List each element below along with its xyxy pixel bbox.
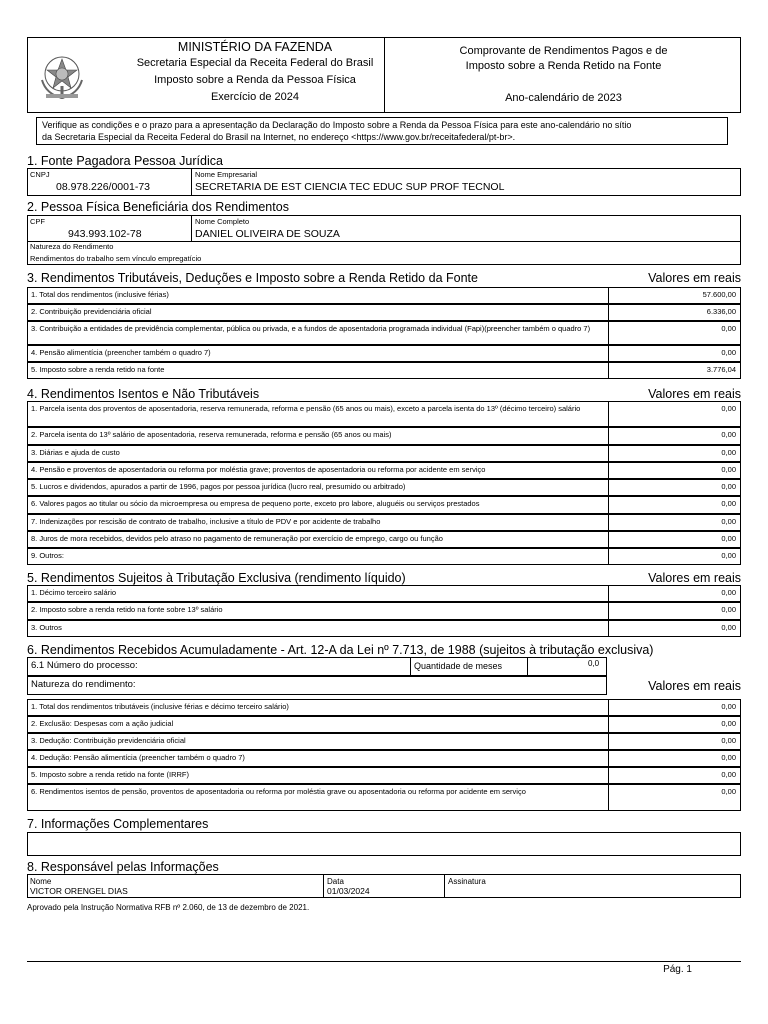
responsavel-box: [27, 874, 741, 898]
row-label: 9. Outros:: [31, 551, 64, 560]
row-value: 0,00: [721, 517, 736, 526]
row-divider: [608, 734, 609, 749]
row-divider: [608, 497, 609, 513]
section-2-hline: [27, 241, 741, 242]
row-value: 3.776,04: [706, 365, 736, 374]
section-5-title: 5. Rendimentos Sujeitos à Tributação Exclusiva (rendimento líquido): [27, 571, 406, 585]
secretaria-line: Secretaria Especial da Receita Federal do Brasil: [136, 57, 374, 69]
row-label: 2. Imposto sobre a renda retido na fonte sobre 13º salário: [31, 605, 223, 614]
row-divider: [608, 549, 609, 564]
s6-row-1: [27, 699, 741, 716]
cpf-value: 943.993.102-78: [68, 228, 142, 240]
s4-row-7: [27, 514, 741, 531]
processo-divider-2: [527, 657, 528, 676]
row-value: 0,00: [721, 588, 736, 597]
aprovado-footnote: Aprovado pela Instrução Normativa RFB nº 2.060, de 13 de dezembro de 2021.: [27, 903, 310, 912]
footer-rule: [27, 961, 741, 962]
s4-row-6: [27, 496, 741, 514]
notice-line-1: Verifique as condições e o prazo para a apresentação da Declaração do Imposto sobre a Renda da Pessoa Física para este ano-calendário no sítio: [42, 120, 632, 130]
s6-row-6: [27, 784, 741, 811]
row-label: 6. Rendimentos isentos de pensão, proventos de aposentadoria ou reforma por moléstia grave ou aposentadoria ou reforma por acidente em serviço: [31, 787, 526, 796]
doc-title-line-2: Imposto sobre a Renda Retido na Fonte: [465, 60, 662, 72]
row-label: 3. Dedução: Contribuição previdenciária oficial: [31, 736, 186, 745]
section-2-title: 2. Pessoa Física Beneficiária dos Rendimentos: [27, 200, 289, 214]
row-value: 0,00: [721, 605, 736, 614]
responsavel-nome-label: Nome: [30, 877, 52, 886]
row-value: 0,00: [721, 719, 736, 728]
row-label: 2. Exclusão: Despesas com a ação judicial: [31, 719, 174, 728]
nome-empresarial-label: Nome Empresarial: [195, 170, 258, 179]
row-value: 0,00: [721, 736, 736, 745]
processo-divider-1: [410, 657, 411, 676]
row-value: 0,00: [721, 404, 736, 413]
assinatura-label: Assinatura: [448, 877, 486, 886]
row-value: 0,00: [721, 448, 736, 457]
row-value: 0,00: [721, 324, 736, 333]
row-divider: [608, 305, 609, 320]
row-value: 0,00: [721, 551, 736, 560]
row-value: 0,00: [721, 482, 736, 491]
natureza-rendimento-label: Natureza do rendimento:: [31, 679, 136, 690]
row-value: 0,00: [721, 770, 736, 779]
row-value: 57.600,00: [702, 290, 736, 299]
row-divider: [608, 322, 609, 344]
section-8-title: 8. Responsável pelas Informações: [27, 860, 219, 874]
section-1-title: 1. Fonte Pagadora Pessoa Jurídica: [27, 154, 223, 168]
row-divider: [608, 363, 609, 378]
s4-row-9: [27, 548, 741, 565]
s4-row-8: [27, 531, 741, 548]
section-2-divider: [191, 215, 192, 241]
s3-row-5: [27, 362, 741, 379]
row-label: 4. Pensão alimentícia (preencher também o quadro 7): [31, 348, 211, 357]
row-value: 0,00: [721, 534, 736, 543]
notice-line-2: da Secretaria Especial da Receita Federal do Brasil na Internet, no endereço <https://www.gov.br/receitafederal/pt-br>.: [42, 132, 516, 142]
processo-label: 6.1 Número do processo:: [31, 660, 138, 671]
row-label: 6. Valores pagos ao titular ou sócio da microempresa ou empresa de pequeno porte, exceto pro labore, aluguéis ou serviços prestados: [31, 499, 480, 508]
row-label: 1. Total dos rendimentos (inclusive férias): [31, 290, 169, 299]
row-label: 1. Décimo terceiro salário: [31, 588, 117, 597]
row-divider: [608, 717, 609, 732]
row-label: 5. Imposto sobre a renda retido na fonte (IRRF): [31, 770, 189, 779]
ministry-title: MINISTÉRIO DA FAZENDA: [177, 40, 333, 54]
informacoes-complementares-box: [27, 832, 741, 856]
section-5-valores: Valores em reais: [648, 571, 741, 585]
s5-row-3: [27, 620, 741, 637]
imposto-line: Imposto sobre a Renda da Pessoa Física: [154, 74, 356, 86]
row-divider: [608, 621, 609, 636]
row-divider: [608, 480, 609, 495]
s6-row-2: [27, 716, 741, 733]
section-3-title: 3. Rendimentos Tributáveis, Deduções e Imposto sobre a Renda Retido da Fonte: [27, 271, 478, 285]
s3-row-1: [27, 287, 741, 304]
row-label: 5. Imposto sobre a renda retido na fonte: [31, 365, 165, 374]
doc-title-line-1: Comprovante de Rendimentos Pagos e de: [459, 45, 668, 57]
qtd-meses-value: 0,0: [588, 659, 600, 668]
cnpj-value: 08.978.226/0001-73: [56, 181, 151, 193]
responsavel-divider-1: [323, 874, 324, 898]
row-divider: [608, 586, 609, 601]
section-6-valores: Valores em reais: [648, 679, 741, 693]
row-label: 5. Lucros e dividendos, apurados a partir de 1996, pagos por pessoa jurídica (lucro real, presumido ou arbitrado): [31, 482, 406, 491]
row-value: 0,00: [721, 702, 736, 711]
s4-row-2: [27, 427, 741, 445]
row-value: 0,00: [721, 499, 736, 508]
s3-row-2: [27, 304, 741, 321]
section-4-valores: Valores em reais: [648, 387, 741, 401]
row-value: 0,00: [721, 753, 736, 762]
exercicio-line: Exercício de 2024: [210, 91, 300, 103]
brasil-coat-of-arms-icon: [36, 50, 88, 102]
qtd-meses-label: Quantidade de meses: [414, 661, 503, 671]
s4-row-3: [27, 445, 741, 462]
page-number: Pág. 1: [663, 964, 692, 975]
s6-row-3: [27, 733, 741, 750]
ano-calendario: Ano-calendário de 2023: [505, 92, 622, 104]
row-value: 6.336,00: [706, 307, 736, 316]
row-label: 3. Outros: [31, 623, 62, 632]
row-label: 3. Contribuição a entidades de previdência complementar, pública ou privada, e a fundos de aposentadoria programada individual (Fapi)(preencher também o quadro 7): [31, 324, 591, 333]
row-value: 0,00: [721, 623, 736, 632]
row-value: 0,00: [721, 787, 736, 796]
row-divider: [608, 346, 609, 361]
row-divider: [608, 428, 609, 444]
responsavel-nome-value: VICTOR ORENGEL DIAS: [30, 886, 128, 896]
s6-row-5: [27, 767, 741, 784]
row-label: 3. Diárias e ajuda de custo: [31, 448, 120, 457]
row-label: 1. Total dos rendimentos tributáveis (inclusive férias e décimo terceiro salário): [31, 702, 289, 711]
section-7-title: 7. Informações Complementares: [27, 817, 209, 831]
row-divider: [608, 603, 609, 619]
row-divider: [608, 288, 609, 303]
row-divider: [608, 785, 609, 810]
row-label: 4. Dedução: Pensão alimentícia (preencher também o quadro 7): [31, 753, 245, 762]
section-6-title: 6. Rendimentos Recebidos Acumuladamente - Art. 12-A da Lei nº 7.713, de 1988 (sujeitos à tributação exclusiva): [27, 643, 654, 657]
row-divider: [608, 515, 609, 530]
nome-completo-value: DANIEL OLIVEIRA DE SOUZA: [195, 228, 340, 240]
row-divider: [608, 751, 609, 766]
s3-row-3: [27, 321, 741, 345]
cnpj-label: CNPJ: [30, 170, 50, 179]
row-label: 4. Pensão e proventos de aposentadoria ou reforma por moléstia grave; proventos de aposentadoria ou reforma por acidente em serviço: [31, 465, 486, 474]
section-1-divider: [191, 168, 192, 196]
data-label: Data: [327, 877, 344, 886]
natureza-value: Rendimentos do trabalho sem vínculo empregatício: [30, 254, 202, 263]
row-divider: [608, 446, 609, 461]
row-divider: [608, 532, 609, 547]
natureza-label: Natureza do Rendimento: [30, 242, 114, 251]
s4-row-4: [27, 462, 741, 479]
row-label: 8. Juros de mora recebidos, devidos pelo atraso no pagamento de remuneração por exercício de emprego, cargo ou função: [31, 534, 443, 543]
s4-row-5: [27, 479, 741, 496]
s6-row-4: [27, 750, 741, 767]
row-divider: [608, 768, 609, 783]
row-divider: [608, 463, 609, 478]
data-value: 01/03/2024: [327, 886, 370, 896]
s5-row-1: [27, 585, 741, 602]
row-value: 0,00: [721, 465, 736, 474]
s3-row-4: [27, 345, 741, 362]
row-label: 1. Parcela isenta dos proventos de aposentadoria, reserva remunerada, reforma e pensão (65 anos ou mais), exceto a parcela isenta do 13º (décimo terceiro) salário: [31, 404, 581, 413]
nome-completo-label: Nome Completo: [195, 217, 250, 226]
section-4-title: 4. Rendimentos Isentos e Não Tributáveis: [27, 387, 260, 401]
row-label: 7. Indenizações por rescisão de contrato de trabalho, inclusive a título de PDV e por acidente de trabalho: [31, 517, 381, 526]
row-label: 2. Parcela isenta do 13º salário de aposentadoria, reserva remunerada, reforma e pensão (65 anos ou mais): [31, 430, 392, 439]
section-3-valores: Valores em reais: [648, 271, 741, 285]
nome-empresarial-value: SECRETARIA DE EST CIENCIA TEC EDUC SUP PROF TECNOL: [195, 181, 505, 193]
row-divider: [608, 402, 609, 426]
row-label: 2. Contribuição previdenciária oficial: [31, 307, 152, 316]
cpf-label: CPF: [30, 217, 45, 226]
row-divider: [608, 700, 609, 715]
s4-row-1: [27, 401, 741, 427]
responsavel-divider-2: [444, 874, 445, 898]
s5-row-2: [27, 602, 741, 620]
row-value: 0,00: [721, 430, 736, 439]
row-value: 0,00: [721, 348, 736, 357]
